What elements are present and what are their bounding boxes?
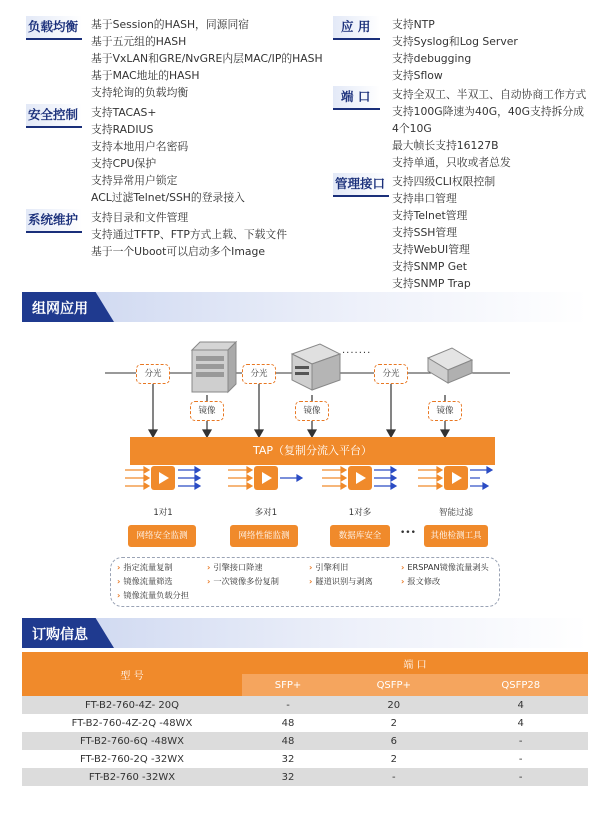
feature-item: 支持100G降速为40G，40G支持拆分成	[392, 105, 584, 118]
mode-label: 1对多	[348, 508, 372, 518]
feature-group-title: 系统维护	[26, 209, 82, 233]
feature-item: 支持通过TFTP、FTP方式上载、下载文件	[91, 228, 288, 241]
feature-group-title: 端 口	[333, 86, 380, 110]
feature-item: 支持SNMP Trap	[392, 277, 471, 290]
diagram-feature-item: › 镜像流量筛选	[117, 576, 173, 587]
table-row	[22, 696, 588, 714]
diagram-feature-item: › 报文修改	[401, 576, 440, 587]
play-icon	[151, 466, 175, 490]
header-port-type: QSFP28	[453, 674, 588, 696]
diagram-feature-item: › 隧道识别与剥离	[309, 576, 373, 587]
model-cell: FT-B2-760 -32WX	[22, 768, 242, 786]
feature-group-title: 管理接口	[333, 173, 389, 197]
more-devices-dots: ·······	[342, 348, 372, 359]
feature-group-title: 应 用	[333, 16, 380, 40]
play-icon	[254, 466, 278, 490]
diagram-feature-item: › ERSPAN镜像流量剥头	[401, 562, 489, 573]
port-cell: 2	[334, 714, 453, 732]
diagram-feature-item: › 引擎接口降速	[207, 562, 263, 573]
section-title: 组网应用	[32, 301, 88, 317]
feature-item: 支持CPU保护	[91, 157, 157, 170]
diagram-feature-item: › 指定流量复制	[117, 562, 173, 573]
mode-label: 1对1	[153, 508, 173, 518]
table-row	[22, 732, 588, 750]
feature-item: 基于MAC地址的HASH	[91, 69, 200, 82]
diagram-feature-item: › 镜像流量负载分担	[117, 590, 189, 601]
feature-item: 基于VxLAN和GRE/NvGRE内层MAC/IP的HASH	[91, 52, 323, 65]
feature-group-title: 安全控制	[26, 104, 82, 128]
mirror-box: 镜像	[190, 401, 224, 421]
feature-item: 支持目录和文件管理	[91, 211, 189, 224]
header-port-type: SFP+	[242, 674, 334, 696]
feature-item: 支持全双工、半双工、自动协商工作方式	[392, 88, 587, 101]
model-cell: FT-B2-760-6Q -48WX	[22, 732, 242, 750]
model-cell: FT-B2-760-4Z-2Q -48WX	[22, 714, 242, 732]
port-cell: 20	[334, 696, 453, 714]
table-row	[22, 750, 588, 768]
play-icon	[444, 466, 468, 490]
feature-item: 支持Syslog和Log Server	[392, 35, 518, 48]
feature-item: 支持RADIUS	[91, 123, 154, 136]
appliance-icon	[428, 348, 472, 383]
feature-item: 支持轮询的负载均衡	[91, 86, 189, 99]
mode-label: 智能过滤	[438, 508, 473, 518]
feature-item: 基于Session的HASH，同源同宿	[91, 18, 250, 31]
split-box: 分光	[242, 364, 276, 384]
tap-platform-bar: TAP（复制分流入平台）	[130, 437, 495, 465]
header-ports: 端 口	[242, 652, 588, 674]
port-cell: 4	[453, 714, 588, 732]
model-cell: FT-B2-760-2Q -32WX	[22, 750, 242, 768]
port-cell: 32	[242, 768, 334, 786]
port-cell: 2	[334, 750, 453, 768]
feature-item: 支持本地用户名密码	[91, 140, 189, 153]
table-row	[22, 714, 588, 732]
feature-item: 支持Sflow	[392, 69, 443, 82]
port-cell: 48	[242, 732, 334, 750]
split-box: 分光	[136, 364, 170, 384]
mirror-box: 镜像	[295, 401, 329, 421]
diagram-feature-item: › 一次镜像多份复制	[207, 576, 279, 587]
server-icon	[192, 342, 236, 392]
feature-item: 支持WebUI管理	[392, 243, 470, 256]
port-cell: 32	[242, 750, 334, 768]
port-cell: -	[242, 696, 334, 714]
feature-item: 基于五元组的HASH	[91, 35, 187, 48]
feature-item: 支持异常用户锁定	[91, 174, 178, 187]
switch-icon	[292, 344, 340, 390]
play-icon	[348, 466, 372, 490]
model-cell: FT-B2-760-4Z- 20Q	[22, 696, 242, 714]
diagram-feature-item: › 引擎利旧	[309, 562, 348, 573]
feature-group-title: 负载均衡	[26, 16, 82, 40]
feature-item: 基于一个Uboot可以启动多个Image	[91, 245, 265, 258]
header-port-type: QSFP+	[334, 674, 453, 696]
feature-item: 支持TACAS+	[91, 106, 157, 119]
port-cell: -	[334, 768, 453, 786]
section-header-order	[22, 618, 588, 648]
feature-item: 最大帧长支持16127B	[392, 139, 499, 152]
feature-item: 支持SSH管理	[392, 226, 458, 239]
split-box: 分光	[374, 364, 408, 384]
traffic-arrows	[125, 467, 492, 489]
port-cell: 48	[242, 714, 334, 732]
order-table	[22, 652, 588, 786]
mode-label: 多对1	[254, 508, 278, 518]
port-cell: -	[453, 768, 588, 786]
tool-other-detection: 其他检测工具	[424, 525, 488, 547]
feature-item: 支持Telnet管理	[392, 209, 468, 222]
feature-item: 支持单通，只收或者总发	[392, 156, 511, 169]
header-model: 型 号	[22, 652, 242, 696]
feature-item: ACL过滤Telnet/SSH的登录接入	[91, 191, 245, 204]
port-cell: -	[453, 732, 588, 750]
tool-performance-monitor: 网络性能监测	[230, 525, 298, 547]
port-cell: 4	[453, 696, 588, 714]
feature-item: 支持串口管理	[392, 192, 457, 205]
mirror-box: 镜像	[428, 401, 462, 421]
more-tools-dots: •••	[400, 528, 416, 538]
port-cell: 6	[334, 732, 453, 750]
tool-security-monitor: 网络安全监测	[128, 525, 196, 547]
port-cell: -	[453, 750, 588, 768]
feature-item: 支持NTP	[392, 18, 435, 31]
table-row	[22, 768, 588, 786]
feature-item: 支持四级CLI权限控制	[392, 175, 496, 188]
tool-database-security: 数据库安全	[330, 525, 390, 547]
feature-item: 支持SNMP Get	[392, 260, 468, 273]
section-title: 订购信息	[32, 627, 88, 643]
feature-item: 支持debugging	[392, 52, 472, 65]
diagram-feature-list	[110, 557, 500, 607]
feature-item: 4个10G	[392, 122, 432, 135]
